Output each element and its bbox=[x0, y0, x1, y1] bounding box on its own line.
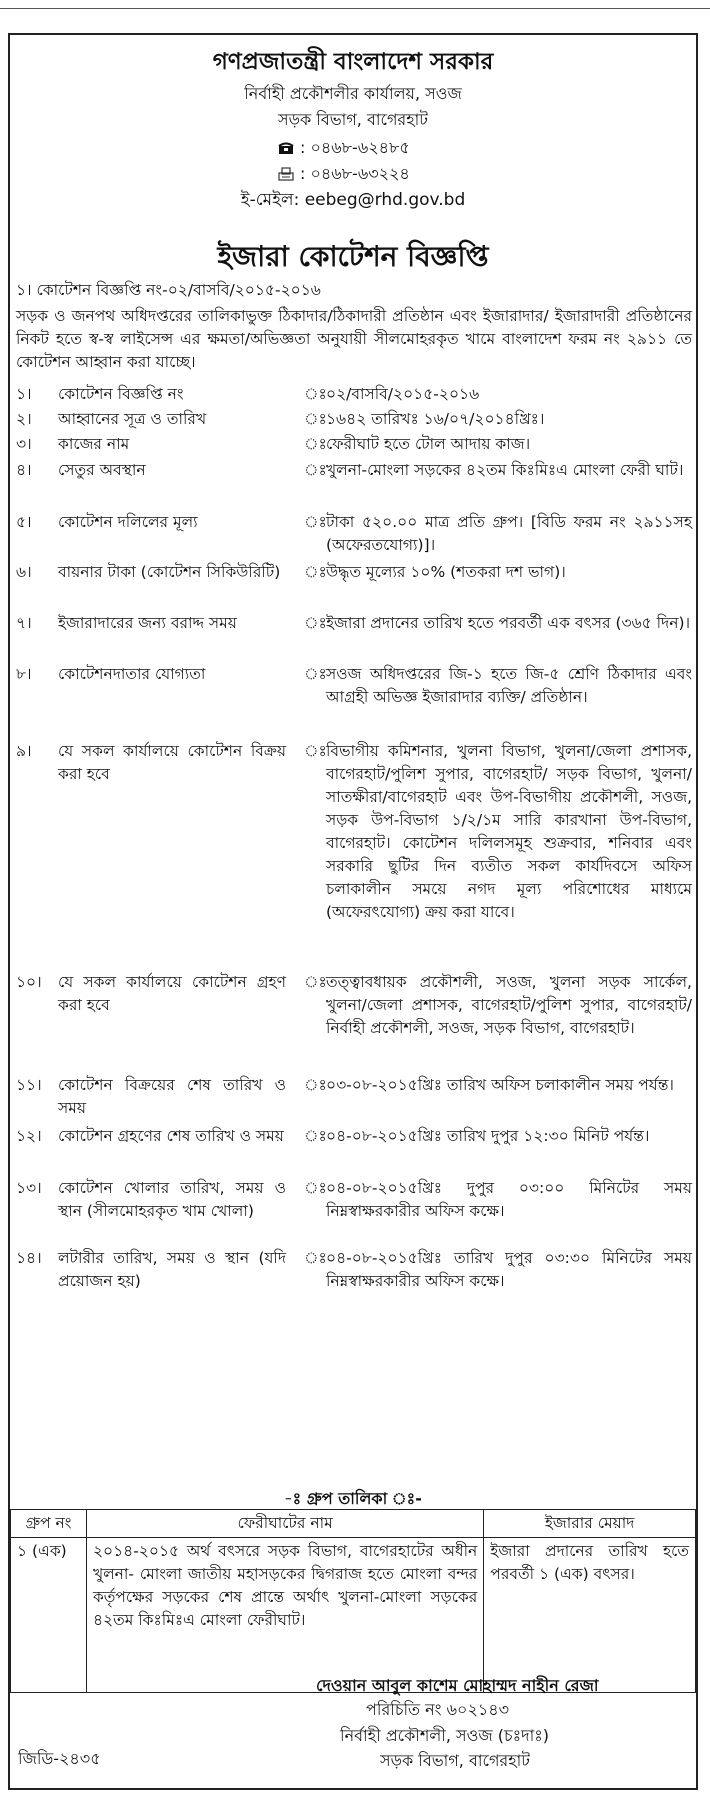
item-value: সওজ অধিদপ্তরের জি-১ হতে জি-৫ শ্রেণি ঠিকাদার এবং আগ্রহী অভিজ্ঞ ইজারাদার ব্যক্তি/ প্রতিষ্ঠান। bbox=[326, 665, 692, 706]
item-colon: ঃ bbox=[304, 385, 327, 403]
lease-term-cell: ইজারা প্রদানের তারিখ হতে পরবর্তী ১ (এক) বৎসর। bbox=[484, 1538, 696, 1693]
signatory-division: সড়ক বিভাগ, বাগেরহাট bbox=[380, 1751, 530, 1770]
division-name: সড়ক বিভাগ, বাগেরহাট bbox=[278, 110, 428, 129]
phone-line bbox=[278, 135, 410, 162]
item-colon: ঃ bbox=[304, 410, 327, 428]
group-table bbox=[10, 1509, 696, 1693]
item-colon: ঃ bbox=[304, 435, 327, 453]
gd-number: জিডি-২৪৩৫ bbox=[18, 1749, 101, 1768]
item-label: বায়নার টাকা (কোটেশন সিকিউরিটি) bbox=[58, 563, 281, 581]
item-value: ০৪-০৮-২০১৫খ্রিঃ তারিখ দুপুর ১২:৩০ মিনিট পর্যন্ত। bbox=[326, 1127, 650, 1145]
item-value: তত্ত্বাবধায়ক প্রকৌশলী, সওজ, খুলনা সড়ক সার্কেল, খুলনা/জেলা প্রশাসক, বাগেরহাট/পুলিশ সুপার, বাগেরহাট/নির্বাহী প্রকৌশলী, সওজ, সড়ক বিভাগ, বাগেরহাট। bbox=[326, 973, 692, 1037]
item-label: যে সকল কার্যালয়ে কোটেশন গ্রহণ করা হবে bbox=[58, 973, 286, 1014]
group-table-header bbox=[11, 1510, 696, 1538]
item-number: ১৩। bbox=[16, 1179, 42, 1197]
item-number: ১। bbox=[16, 385, 32, 403]
item-label: আহ্বানের সূত্র ও তারিখ bbox=[58, 410, 207, 428]
item-number: ৬। bbox=[16, 563, 32, 581]
item-number: ১২। bbox=[16, 1127, 42, 1145]
item-colon: ঃ bbox=[304, 1127, 327, 1145]
notice-number: ১। কোটেশন বিজ্ঞপ্তি নং-০২/বাসবি/২০১৫-২০১৬ bbox=[16, 281, 321, 299]
item-value: ফেরীঘাট হতে টোল আদায় কাজ। bbox=[326, 435, 531, 453]
item-number: ১০। bbox=[16, 973, 42, 991]
item-number: ৩। bbox=[16, 435, 32, 453]
item-label: কোটেশন বিক্রয়ের শেষ তারিখ ও সময় bbox=[58, 1076, 286, 1117]
item-number: ৫। bbox=[16, 513, 32, 531]
item-label: কোটেশন খোলার তারিখ, সময় ও স্থান (সীলমোহরকৃত খাম খোলা) bbox=[58, 1179, 286, 1220]
item-colon: ঃ bbox=[304, 513, 327, 531]
item-number: ২। bbox=[16, 410, 32, 428]
item-colon: ঃ bbox=[304, 665, 327, 683]
telephone-icon bbox=[278, 140, 294, 154]
group-no-cell: ১ (এক) bbox=[11, 1538, 87, 1693]
signatory-name: দেওয়ান আবুল কাশেম মোহাম্মদ নাহীন রেজা bbox=[316, 1676, 599, 1695]
item-colon: ঃ bbox=[304, 563, 327, 581]
fax-line bbox=[278, 161, 410, 188]
email-line: ই-মেইল: eebeg@rhd.gov.bd bbox=[240, 190, 466, 210]
notice-title: ইজারা কোটেশন বিজ্ঞপ্তি bbox=[217, 240, 489, 273]
item-label: ইজারাদারের জন্য বরাদ্দ সময় bbox=[58, 614, 237, 632]
item-colon: ঃ bbox=[304, 614, 327, 632]
item-label: কোটেশন দলিলের মূল্য bbox=[58, 513, 198, 531]
top-border bbox=[0, 0, 710, 9]
item-value: ০৪-০৮-২০১৫খ্রিঃ দুপুর ০৩:০০ মিনিটের সময় নিম্নস্বাক্ষরকারীর অফিস কক্ষে। bbox=[326, 1179, 692, 1220]
table-row bbox=[11, 1538, 696, 1693]
item-number: ৮। bbox=[16, 665, 32, 683]
item-value: ০৩-০৮-২০১৫খ্রিঃ তারিখ অফিস চলাকালীন সময় পর্যন্ত। bbox=[326, 1076, 674, 1094]
government-title: গণপ্রজাতন্ত্রী বাংলাদেশ সরকার bbox=[212, 49, 494, 75]
header-group-no: গ্রুপ নং bbox=[11, 1510, 87, 1538]
item-label: কোটেশন বিজ্ঞপ্তি নং bbox=[58, 385, 184, 403]
item-colon: ঃ bbox=[304, 461, 327, 479]
item-value: উদ্ধৃত মূল্যের ১০% (শতকরা দশ ভাগ)। bbox=[326, 563, 566, 581]
item-colon: ঃ bbox=[304, 973, 327, 991]
item-value: ০৪-০৮-২০১৫খ্রিঃ তারিখ দুপুর ০৩:৩০ মিনিটের সময় নিম্নস্বাক্ষরকারীর অফিস কক্ষে। bbox=[326, 1249, 692, 1290]
item-value: ইজারা প্রদানের তারিখ হতে পরবর্তী এক বৎসর (৩৬৫ দিন)। bbox=[326, 614, 691, 632]
header-lease-term: ইজারার মেয়াদ bbox=[484, 1510, 696, 1538]
item-number: ৭। bbox=[16, 614, 32, 632]
item-value: ০২/বাসবি/২০১৫-২০১৬ bbox=[326, 385, 480, 403]
item-label: লটারীর তারিখ, সময় ও স্থান (যদি প্রয়োজন হয়) bbox=[58, 1249, 286, 1290]
item-value: ১৬৪২ তারিখঃ ১৬/০৭/২০১৪খ্রিঃ। bbox=[326, 410, 545, 428]
item-label: কাজের নাম bbox=[58, 435, 130, 453]
item-colon: ঃ bbox=[304, 1076, 327, 1094]
item-number: ৯। bbox=[16, 742, 32, 760]
signatory-designation: নির্বাহী প্রকৌশলী, সওজ (চঃদাঃ) bbox=[340, 1726, 549, 1745]
fax-number: : ০৪৬৮-৬৩২২৪ bbox=[300, 164, 410, 183]
item-colon: ঃ bbox=[304, 742, 327, 760]
item-value: খুলনা-মোংলা সড়কের ৪২তম কিঃমিঃএ মোংলা ফেরী ঘাট। bbox=[326, 461, 684, 479]
phone-number: : ০৪৬৮-৬২৪৮৫ bbox=[300, 138, 410, 157]
office-name: নির্বাহী প্রকৌশলীর কার্যালয়, সওজ bbox=[244, 84, 462, 103]
item-label: কোটেশন গ্রহণের শেষ তারিখ ও সময় bbox=[58, 1127, 284, 1145]
item-colon: ঃ bbox=[304, 1249, 327, 1267]
item-label: সেতুর অবস্থান bbox=[58, 461, 146, 479]
header-ferry-name: ফেরীঘাটের নাম bbox=[86, 1510, 483, 1538]
item-value: টাকা ৫২০.০০ মাত্র প্রতি গ্রুপ। [বিডি ফরম নং ২৯১১সহ (অফেরতযোগ্য)]। bbox=[326, 513, 692, 554]
item-number: ১১। bbox=[16, 1076, 42, 1094]
intro-paragraph: সড়ক ও জনপথ অধিদপ্তরের তালিকাভুক্ত ঠিকাদার/ঠিকাদারী প্রতিষ্ঠান এবং ইজারাদার/ ইজারাদারী প্রতিষ্ঠানের নিকট হতে স্ব-স্ব লাইসেন্স এর ক্ষমতা/অভিজ্ঞতা অনুযায়ী সীলমোহরকৃত খামে বাংলাদেশ ফরম নং ২৯১১ তে কোটেশন আহ্বান করা যাচ্ছে। bbox=[16, 307, 692, 371]
fax-icon bbox=[278, 166, 294, 180]
group-list-title: -ঃ গ্রুপ তালিকা ঃ- bbox=[284, 1489, 422, 1508]
notice-frame bbox=[8, 33, 698, 1790]
signatory-id: পরিচিতি নং ৬০২১৪৩ bbox=[366, 1700, 510, 1719]
item-colon: ঃ bbox=[304, 1179, 327, 1197]
item-number: ১৪। bbox=[16, 1249, 42, 1267]
item-label: কোটেশনদাতার যোগ্যতা bbox=[58, 665, 206, 683]
item-number: ৪। bbox=[16, 461, 32, 479]
item-value: বিভাগীয় কমিশনার, খুলনা বিভাগ, খুলনা/জেলা প্রশাসক, বাগেরহাট/পুলিশ সুপার, বাগেরহাট/ সড়ক বিভাগ, খুলনা/সাতক্ষীরা/বাগেরহাট এবং উপ-বিভাগীয় প্রকৌশলী, সওজ, সড়ক উপ-বিভাগ ১/২/১ম সারি কারখানা উপ-বিভাগ, বাগেরহাট। কোটেশন দলিলসমূহ শুক্রবার, শনিবার এবং সরকারি ছুটির দিন ব্যতীত সকল কার্যদিবসে অফিস চলাকালীন সময়ে নগদ মূল্য পরিশোধের মাধ্যমে (অফেরৎযোগ্য) ক্রয় করা যাবে। bbox=[326, 742, 692, 921]
item-label: যে সকল কার্যালয়ে কোটেশন বিক্রয় করা হবে bbox=[58, 742, 286, 783]
ferry-name-cell: ২০১৪-২০১৫ অর্থ বৎসরে সড়ক বিভাগ, বাগেরহাটের অধীন খুলনা- মোংলা জাতীয় মহাসড়কের দ্বিগরাজ হতে মোংলা বন্দর কর্তৃপক্ষের সড়কের শেষ প্রান্তে অর্থাৎ খুলনা-মোংলা সড়কের ৪২তম কিঃমিঃএ মোংলা ফেরীঘাট। bbox=[86, 1538, 483, 1693]
